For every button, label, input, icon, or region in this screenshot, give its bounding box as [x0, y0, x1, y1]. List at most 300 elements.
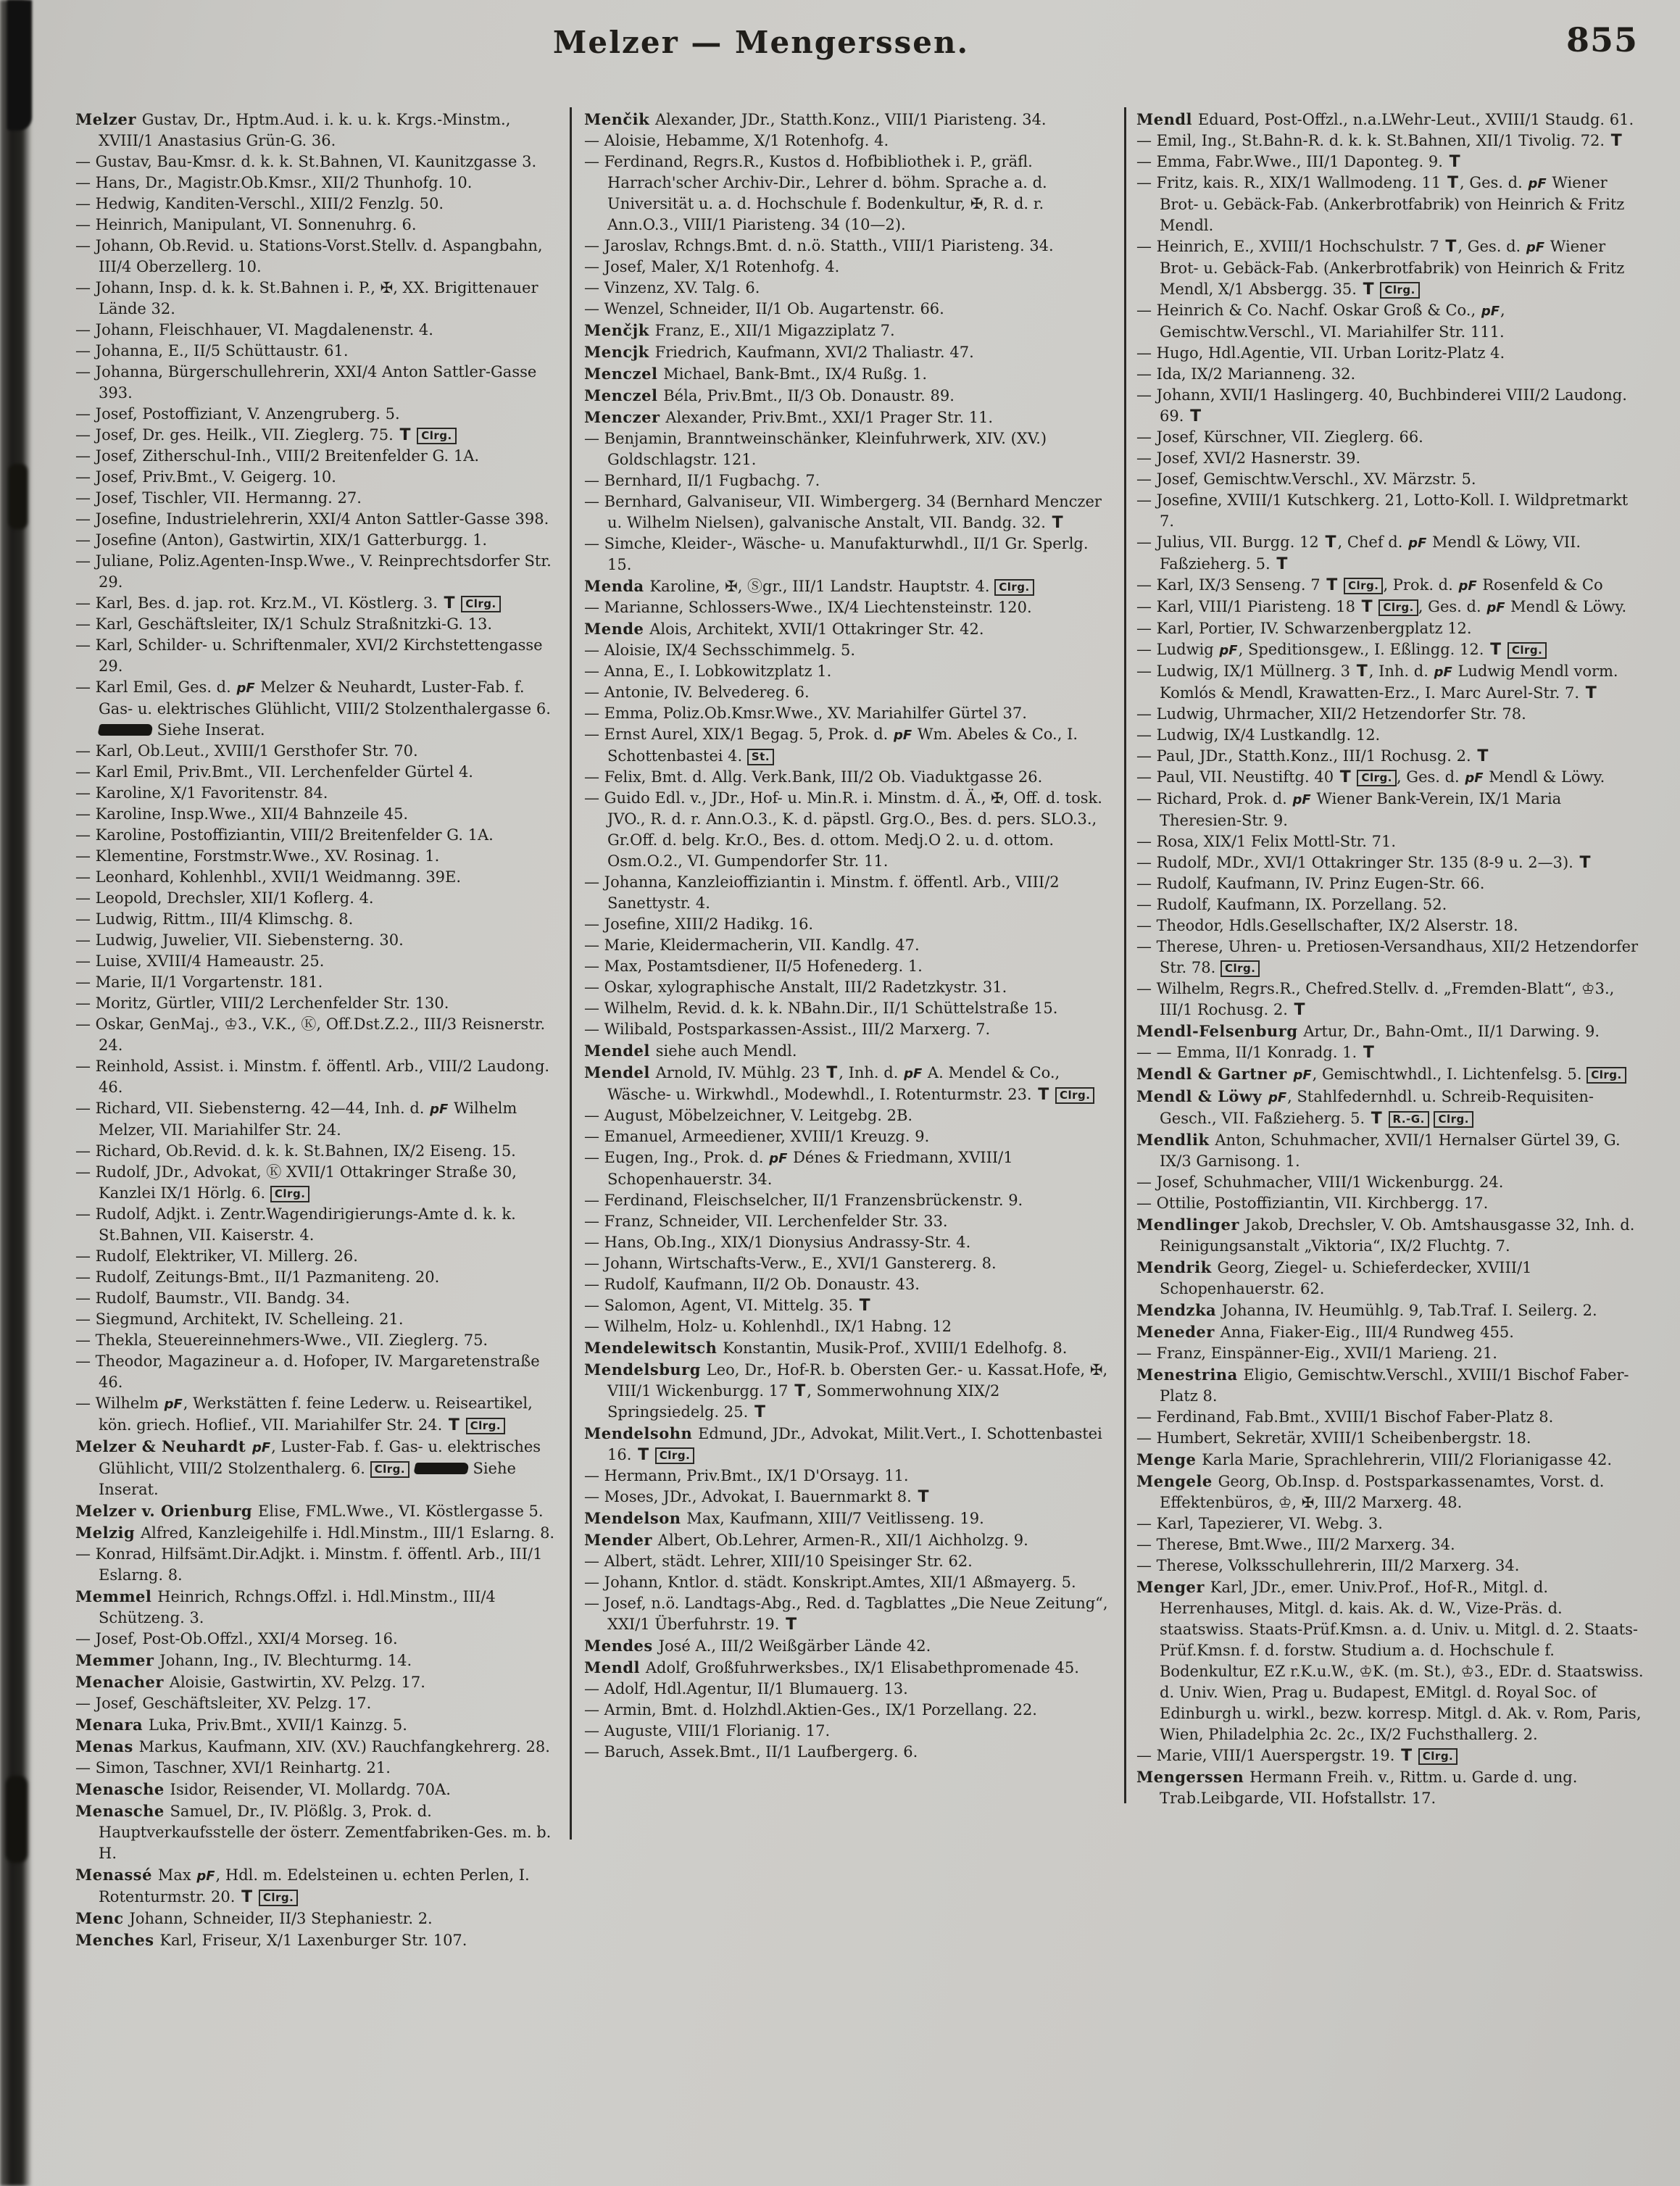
telephone-icon: T [1190, 407, 1202, 425]
directory-entry: — Hugo, Hdl.Agentie, VII. Urban Loritz-Platz 4. [1136, 344, 1505, 362]
directory-entry: Mengerssen Hermann Freih. v., Rittm. u. Garde d. ung. Trab.Leibgarde, VII. Hofstallstr. 17. [1136, 1768, 1578, 1807]
directory-entry: — Karl, Ob.Leut., XVIII/1 Gersthofer Str. 70. [75, 742, 418, 760]
directory-entry: — Josef, Dr. ges. Heilk., VII. Zieglerg. 75. T Clrg. [75, 425, 560, 446]
directory-entry: — Rudolf, Zeitungs-Bmt., II/1 Pazmaniteng. 20. [75, 1268, 440, 1286]
registered-firm-icon: pF [430, 1102, 449, 1117]
directory-column-2 [584, 109, 1110, 1763]
registered-firm-icon: pF [251, 1440, 271, 1455]
directory-entry: — Marianne, Schlossers-Wwe., IX/4 Liechtensteinstr. 120. [584, 599, 1032, 616]
telephone-icon: T [794, 1382, 806, 1400]
telephone-icon: T [1326, 576, 1338, 594]
directory-entry: — Rudolf, Elektriker, VI. Millerg. 26. [75, 1247, 358, 1265]
telephone-icon: T [754, 1403, 765, 1421]
telephone-icon: T [1371, 1110, 1382, 1128]
directory-entry: — Ludwig, Uhrmacher, XII/2 Hetzendorfer Str. 78. [1136, 705, 1526, 723]
running-title: Melzer — Mengerssen. [552, 25, 970, 60]
entry-surname: Memmel [75, 1587, 158, 1605]
directory-entry: Menczel Michael, Bank-Bmt., IX/4 Rußg. 1. [584, 365, 928, 383]
directory-entry: — Johanna, Kanzleioffiziantin i. Minstm. f. öffentl. Arb., VIII/2 Sanettystr. 4. [584, 873, 1060, 912]
registered-firm-icon: pF [1458, 578, 1477, 594]
directory-entry: — Simche, Kleider-, Wäsche- u. Manufakturwhdl., II/1 Gr. Sperlg. 15. [584, 535, 1089, 573]
directory-entry: — Hermann, Priv.Bmt., IX/1 D'Orsayg. 11. [584, 1467, 909, 1484]
directory-entry: Mendl Adolf, Großfuhrwerksbes., IX/1 Elisabethpromenade 45. [584, 1658, 1079, 1676]
directory-entry: Mendelsburg Leo, Dr., Hof-R. b. Obersten Ger.- u. Kassat.Hofe, ✠, VIII/1 Wickenburgg. 17 T, Sommerwohnung XIX/2 Springsiedelg. 25. T [584, 1360, 1108, 1421]
directory-entry: — Ferdinand, Regrs.R., Kustos d. Hofbibliothek i. P., gräfl. Harrach'scher Archiv-Dir., Lehrer d. böhm. Sprache a. d. Universität u. a. d. Hochschule f. Bodenkultur, ✠, R. d. r. Ann.O.3., VIII/1 Piaristeng. 34 (10—2). [584, 153, 1047, 233]
directory-entry: Mendelewitsch Konstantin, Musik-Prof., XVIII/1 Edelhofg. 8. [584, 1339, 1068, 1357]
entry-surname: Melzer & Neuhardt [75, 1437, 251, 1455]
entry-surname: Menčjk [584, 321, 655, 339]
directory-entry: Mendl-Felsenburg Artur, Dr., Bahn-Omt., II/1 Darwing. 9. [1136, 1022, 1600, 1040]
telephone-icon: T [241, 1888, 253, 1906]
directory-entry: — Josef, Gemischtw.Verschl., XV. Märzstr. 5. [1136, 470, 1476, 488]
directory-entry: — Luise, XVIII/4 Hameaustr. 25. [75, 952, 325, 970]
directory-entry: — Josefine, XVIII/1 Kutschkerg. 21, Lotto-Koll. I. Wildpretmarkt 7. [1136, 491, 1629, 530]
entry-surname: Meneder [1136, 1323, 1221, 1341]
registered-firm-icon: pF [164, 1397, 183, 1412]
directory-entry: — Julius, VII. Burgg. 12 T, Chef d. pF Mendl & Löwy, VII. Faßzieherg. 5. T [1136, 533, 1581, 573]
telephone-icon: T [1585, 684, 1597, 702]
column-divider-1 [570, 107, 572, 1840]
directory-entry: — Adolf, Hdl.Agentur, II/1 Blumauerg. 13. [584, 1680, 908, 1697]
registered-firm-icon: pF [894, 728, 912, 743]
clearing-badge: Clrg. [270, 1186, 309, 1202]
entry-surname: Mendel [584, 1063, 656, 1081]
directory-entry: Memmer Johann, Ing., IV. Blechturmg. 14. [75, 1651, 412, 1669]
directory-entry: — Karl, Portier, IV. Schwarzenbergplatz 12. [1136, 620, 1472, 637]
directory-entry: Mender Albert, Ob.Lehrer, Armen-R., XII/1 Aichholzg. 9. [584, 1531, 1028, 1549]
entry-surname: Melzig [75, 1524, 141, 1542]
directory-entry: — Guido Edl. v., JDr., Hof- u. Min.R. i. Minstm. d. Ä., ✠, Off. d. tosk. JVO., R. d. r. Ann.O.3., K. d. päpstl. Grg.O., Bes. d. pers. SLO.3., Gr.Off. d. belg. Kr.O., Bes. d. ottom. Medj.O 2. u. d. ottom. Osm.O.2., VI. Gumpendorfer Str. 11. [584, 789, 1102, 870]
telephone-icon: T [1610, 132, 1622, 150]
directory-entry: — Wilhelm, Holz- u. Kohlenhdl., IX/1 Habng. 12 [584, 1318, 952, 1335]
directory-entry: — Reinhold, Assist. i. Minstm. f. öffentl. Arb., VIII/2 Laudong. 46. [75, 1057, 550, 1096]
directory-entry: — Leonhard, Kohlenhbl., XVII/1 Weidmanng. 39E. [75, 868, 462, 886]
entry-surname: Mendelson [584, 1509, 687, 1527]
directory-entry: — Auguste, VIII/1 Florianig. 17. [584, 1722, 831, 1740]
directory-entry: — Hedwig, Kanditen-Verschl., XIII/2 Fenzlg. 50. [75, 195, 444, 212]
directory-entry: — Wenzel, Schneider, II/1 Ob. Augartenstr. 66. [584, 300, 944, 317]
registered-firm-icon: pF [1486, 600, 1505, 615]
telephone-icon: T [1325, 533, 1336, 552]
directory-entry: — Ferdinand, Fleischselcher, II/1 Franzensbrückenstr. 9. [584, 1192, 1023, 1209]
entry-surname: Mendelsburg [584, 1360, 707, 1379]
directory-entry: Menda Karoline, ✠, Ⓢgr., III/1 Landstr. Hauptstr. 4. Clrg. [584, 575, 1110, 597]
directory-entry: Mendrik Georg, Ziegel- u. Schieferdecker, XVIII/1 Schopenhauerstr. 62. [1136, 1258, 1532, 1297]
directory-entry: — Klementine, Forstmstr.Wwe., XV. Rosinag. 1. [75, 847, 440, 865]
directory-entry: — Fritz, kais. R., XIX/1 Wallmodeng. 11 T, Ges. d. pF Wiener Brot- u. Gebäck-Fab. (Ankerbrotfabrik) von Heinrich & Fritz Mendl. [1136, 174, 1625, 234]
directory-entry: — Rudolf, Kaufmann, II/2 Ob. Donaustr. 43. [584, 1276, 920, 1293]
clearing-badge: Clrg. [1418, 1748, 1457, 1765]
entry-surname: Menczel [584, 386, 664, 404]
directory-entry: — Bernhard, II/1 Fugbachg. 7. [584, 472, 820, 489]
directory-entry: Menas Markus, Kaufmann, XIV. (XV.) Rauchfangkehrerg. 28. [75, 1737, 550, 1755]
directory-entry: — Ludwig, IX/4 Lustkandlg. 12. [1136, 726, 1381, 744]
entry-surname: Mendelewitsch [584, 1339, 723, 1357]
stamp-badge: St. [747, 749, 774, 765]
directory-entry: Menara Luka, Priv.Bmt., XVII/1 Kainzg. 5. [75, 1716, 407, 1734]
directory-entry: — Rosa, XIX/1 Felix Mottl-Str. 71. [1136, 833, 1397, 850]
ink-blot-icon [413, 1463, 469, 1474]
directory-entry: Mendelson Max, Kaufmann, XIII/7 Veitlisseng. 19. [584, 1509, 984, 1527]
directory-entry: — Richard, Ob.Revid. d. k. k. St.Bahnen, IX/2 Eiseng. 15. [75, 1142, 516, 1160]
directory-entry: — Max, Postamtsdiener, II/5 Hofenederg. 1. [584, 957, 923, 975]
directory-entry: Melzig Alfred, Kanzleigehilfe i. Hdl.Minstm., III/1 Eslarng. 8. [75, 1524, 555, 1542]
directory-entry: Mendlinger Jakob, Drechsler, V. Ob. Amtshausgasse 32, Inh. d. Reinigungsanstalt „Viktoria“, IX/2 Fluchtg. 7. [1136, 1215, 1635, 1255]
directory-entry: — Gustav, Bau-Kmsr. d. k. k. St.Bahnen, VI. Kaunitzgasse 3. [75, 153, 537, 170]
directory-entry: — Moritz, Gürtler, VIII/2 Lerchenfelder Str. 130. [75, 994, 449, 1012]
directory-entry: Mendl & Löwy pF, Stahlfedernhdl. u. Schreib-Requisiten-Gesch., VII. Faßzieherg. 5. T R.-G. Clrg. [1136, 1087, 1594, 1128]
registered-firm-icon: pF [1528, 176, 1547, 191]
directory-entry: Menczer Alexander, Priv.Bmt., XXI/1 Prager Str. 11. [584, 408, 994, 426]
directory-entry: — Johann, Kntlor. d. städt. Konskript.Amtes, XII/1 Aßmayerg. 5. [584, 1574, 1076, 1591]
entry-surname: Mendzka [1136, 1301, 1222, 1319]
directory-entry: — Ludwig pF, Speditionsgew., I. Eßlingg. 12. T Clrg. [1136, 639, 1644, 661]
directory-entry: — Siegmund, Architekt, IV. Schelleing. 21. [75, 1310, 404, 1328]
directory-entry: — Karl, IX/3 Senseng. 7 T Clrg. , Prok. d. pF Rosenfeld & Co [1136, 576, 1603, 594]
entry-surname: Mengerssen [1136, 1768, 1250, 1786]
directory-entry: Melzer & Neuhardt pF, Luster-Fab. f. Gas- u. elektrisches Glühlicht, VIII/2 Stolzenthalerg. 6. Clrg. Siehe Inserat. [75, 1437, 541, 1498]
directory-entry: — Josef, n.ö. Landtags-Abg., Red. d. Tagblattes „Die Neue Zeitung“, XXI/1 Überfuhrstr. 19. T [584, 1595, 1108, 1634]
registered-firm-icon: pF [1434, 665, 1452, 680]
entry-surname: Menčik [584, 110, 655, 128]
directory-entry: — Johann, Fleischhauer, VI. Magdalenenstr. 4. [75, 321, 433, 338]
directory-entry: Menasche Isidor, Reisender, VI. Mollardg. 70A. [75, 1780, 451, 1798]
telephone-icon: T [1339, 768, 1351, 786]
directory-entry: Menches Karl, Friseur, X/1 Laxenburger Str. 107. [75, 1931, 467, 1949]
entry-surname: Melzer [75, 110, 142, 128]
entry-surname: Menacher [75, 1673, 170, 1691]
directory-entry: — Therese, Uhren- u. Pretiosen-Versandhaus, XII/2 Hetzendorfer Str. 78. Clrg. [1136, 938, 1639, 976]
directory-entry: — Karl Emil, Priv.Bmt., VII. Lerchenfelder Gürtel 4. [75, 763, 473, 781]
directory-entry: — Konrad, Hilfsämt.Dir.Adjkt. i. Minstm. f. öffentl. Arb., III/1 Eslarng. 8. [75, 1545, 543, 1584]
directory-entry: — Josefine (Anton), Gastwirtin, XIX/1 Gatterburgg. 1. [75, 531, 488, 549]
directory-entry: — Juliane, Poliz.Agenten-Insp.Wwe., V. Reinprechtsdorfer Str. 29. [75, 552, 552, 591]
directory-entry: Mendel siehe auch Mendl. [584, 1042, 797, 1060]
entry-surname: Menasche [75, 1802, 170, 1820]
directory-entry: — Johann, Insp. d. k. k. St.Bahnen i. P., ✠, XX. Brigittenauer Lände 32. [75, 279, 538, 317]
telephone-icon: T [399, 426, 411, 444]
directory-entry: — Josef, Zitherschul-Inh., VIII/2 Breitenfelder G. 1A. [75, 447, 480, 465]
clearing-badge: Clrg. [461, 596, 500, 612]
directory-entry: — Heinrich, Manipulant, VI. Sonnenuhrg. 6. [75, 216, 417, 233]
directory-entry: — Franz, Schneider, VII. Lerchenfelder Str. 33. [584, 1213, 948, 1230]
directory-entry: Meneder Anna, Fiaker-Eig., III/4 Rundweg 455. [1136, 1323, 1514, 1341]
entry-surname: Mendelsohn [584, 1424, 699, 1442]
directory-entry: — Simon, Taschner, XVI/1 Reinhartg. 21. [75, 1759, 391, 1776]
directory-entry: — Karl, Geschäftsleiter, IX/1 Schulz Straßnitzki-G. 13. [75, 615, 493, 633]
registered-firm-icon: pF [1293, 1068, 1312, 1083]
directory-entry: — — Emma, II/1 Konradg. 1. T [1136, 1044, 1374, 1062]
directory-entry: Menassé Max pF, Hdl. m. Edelsteinen u. echten Perlen, I. Rotenturmstr. 20. T Clrg. [75, 1866, 530, 1906]
directory-entry: — Baruch, Assek.Bmt., II/1 Laufbergerg. 6. [584, 1743, 918, 1761]
entry-surname: Menczer [584, 408, 666, 426]
telephone-icon: T [1445, 238, 1457, 256]
entry-surname: Menas [75, 1737, 139, 1755]
rg-badge: R.-G. [1389, 1111, 1429, 1128]
telephone-icon: T [1276, 555, 1288, 573]
directory-entry: Menge Karla Marie, Sprachlehrerin, VIII/2 Florianigasse 42. [1136, 1450, 1613, 1468]
directory-entry: — Paul, JDr., Statth.Konz., III/1 Rochusg. 2. T [1136, 747, 1489, 765]
directory-entry: Mendelsohn Edmund, JDr., Advokat, Milit.Vert., I. Schottenbastei 16. T Clrg. [584, 1424, 1102, 1464]
entry-surname: Menches [75, 1931, 160, 1949]
directory-entry: — Hans, Dr., Magistr.Ob.Kmsr., XII/2 Thunhofg. 10. [75, 174, 473, 191]
directory-entry: Melzer Gustav, Dr., Hptm.Aud. i. k. u. k. Krgs.-Minstm., XVIII/1 Anastasius Grün-G. 36. [75, 110, 511, 149]
directory-entry: — Humbert, Sekretär, XVIII/1 Scheibenbergstr. 18. [1136, 1429, 1531, 1447]
directory-entry: — Bernhard, Galvaniseur, VII. Wimbergerg. 34 (Bernhard Menczer u. Wilhelm Nielsen), galvanische Anstalt, VII. Bandg. 32. T [584, 493, 1102, 532]
directory-entry: — Richard, VII. Siebensterng. 42—44, Inh. d. pF Wilhelm Melzer, VII. Mariahilfer Str. 24. [75, 1100, 517, 1139]
directory-entry: — Moses, JDr., Advokat, I. Bauernmarkt 8. T [584, 1488, 929, 1506]
directory-entry: — Eugen, Ing., Prok. d. pF Dénes & Friedmann, XVIII/1 Schopenhauerstr. 34. [584, 1149, 1013, 1188]
directory-entry: — Karoline, Insp.Wwe., XII/4 Bahnzeile 45. [75, 805, 409, 823]
directory-entry: — Rudolf, Baumstr., VII. Bandg. 34. [75, 1289, 350, 1307]
directory-entry: — Emma, Fabr.Wwe., III/1 Daponteg. 9. T [1136, 153, 1460, 171]
scan-ink-blot [6, 1776, 28, 1863]
telephone-icon: T [1038, 1086, 1049, 1104]
directory-entry: — Felix, Bmt. d. Allg. Verk.Bank, III/2 Ob. Viaduktgasse 26. [584, 768, 1043, 786]
registered-firm-icon: pF [1408, 536, 1427, 551]
clearing-badge: Clrg. [1344, 578, 1383, 594]
directory-entry: — Karoline, Postoffiziantin, VIII/2 Breitenfelder G. 1A. [75, 826, 494, 844]
entry-surname: Menassé [75, 1866, 158, 1884]
directory-entry: — Ferdinand, Fab.Bmt., XVIII/1 Bischof Faber-Platz 8. [1136, 1408, 1554, 1426]
clearing-badge: Clrg. [994, 579, 1034, 596]
entry-surname: Mendlinger [1136, 1215, 1245, 1234]
clearing-badge: Clrg. [1380, 282, 1419, 299]
clearing-badge: Clrg. [466, 1418, 505, 1434]
entry-surname: Menczel [584, 365, 664, 383]
telephone-icon: T [638, 1446, 649, 1464]
entry-surname: Mende [584, 620, 650, 638]
clearing-badge: Clrg. [1357, 770, 1396, 786]
directory-entry: Mendl & Gartner pF, Gemischtwhdl., I. Lichtenfelsg. 5. Clrg. [1136, 1063, 1644, 1086]
directory-entry: — Josef, Tischler, VII. Hermanng. 27. [75, 489, 362, 507]
directory-entry: — Ottilie, Postoffiziantin, VII. Kirchbergg. 17. [1136, 1194, 1489, 1212]
directory-entry: — Josef, Maler, X/1 Rotenhofg. 4. [584, 258, 840, 275]
directory-entry: — Wilhelm, Regrs.R., Chefred.Stellv. d. „Fremden-Blatt“, ♔3., III/1 Rochusg. 2. T [1136, 980, 1615, 1019]
directory-entry: — Josef, Geschäftsleiter, XV. Pelzg. 17. [75, 1695, 372, 1712]
directory-entry: — Ida, IX/2 Marianneng. 32. [1136, 365, 1356, 383]
clearing-badge: Clrg. [1221, 960, 1260, 977]
directory-entry: — Karl Emil, Ges. d. pF Melzer & Neuhardt, Luster-Fab. f. Gas- u. elektrisches Glühlicht, VIII/2 Stolzenthalergasse 6. Siehe Inserat. [75, 678, 551, 739]
entry-surname: Mendlik [1136, 1131, 1215, 1149]
entry-surname: Menger [1136, 1578, 1210, 1596]
entry-surname: Melzer v. Orienburg [75, 1502, 258, 1520]
directory-entry: Melzer v. Orienburg Elise, FML.Wwe., VI. Köstlergasse 5. [75, 1502, 544, 1520]
directory-entry: Menczel Béla, Priv.Bmt., II/3 Ob. Donaustr. 89. [584, 386, 955, 404]
directory-entry: — Josef, XVI/2 Hasnerstr. 39. [1136, 449, 1361, 467]
directory-entry: — Rudolf, Kaufmann, IV. Prinz Eugen-Str. 66. [1136, 875, 1485, 892]
directory-entry: — Rudolf, Adjkt. i. Zentr.Wagendirigierungs-Amte d. k. k. St.Bahnen, VII. Kaiserstr. 4. [75, 1205, 516, 1244]
clearing-badge: Clrg. [417, 428, 456, 444]
ink-blot-icon [97, 724, 153, 736]
directory-entry: — Salomon, Agent, VI. Mittelg. 35. T [584, 1297, 870, 1315]
directory-entry: — Albert, städt. Lehrer, XIII/10 Speisinger Str. 62. [584, 1553, 973, 1570]
directory-entry: Menc Johann, Schneider, II/3 Stephaniestr. 2. [75, 1909, 433, 1927]
entry-surname: Mendl-Felsenburg [1136, 1022, 1304, 1040]
directory-entry: — Theodor, Magazineur a. d. Hofoper, IV. Margaretenstraße 46. [75, 1352, 540, 1391]
directory-entry: — Therese, Bmt.Wwe., III/2 Marxerg. 34. [1136, 1536, 1455, 1553]
telephone-icon: T [1401, 1747, 1413, 1765]
entry-surname: Mendes [584, 1637, 659, 1655]
clearing-badge: Clrg. [259, 1890, 298, 1906]
directory-entry: — Hans, Ob.Ing., XIX/1 Dionysius Andrassy-Str. 4. [584, 1234, 971, 1251]
directory-entry: — Johann, Wirtschafts-Verw., E., XVI/1 Ganstererg. 8. [584, 1255, 997, 1272]
directory-entry: — Wilibald, Postsparkassen-Assist., III/2 Marxerg. 7. [584, 1021, 991, 1038]
directory-entry: Menčik Alexander, JDr., Statth.Konz., VIII/1 Piaristeng. 34. [584, 110, 1047, 128]
directory-entry: — Thekla, Steuereinnehmers-Wwe., VII. Zieglerg. 75. [75, 1331, 488, 1349]
registered-firm-icon: pF [236, 681, 255, 696]
directory-entry: — Josef, Post-Ob.Offzl., XXI/4 Morseg. 16. [75, 1630, 398, 1647]
directory-entry: Mendel Arnold, IV. Mühlg. 23 T, Inh. d. pF A. Mendel & Co., Wäsche- u. Wirkwhdl., Modewhdl., I. Rotenturmstr. 23. T Clrg. [584, 1062, 1110, 1105]
directory-entry: — Benjamin, Branntweinschänker, Kleinfuhrwerk, XIV. (XV.) Goldschlagstr. 121. [584, 430, 1047, 468]
entry-surname: Mendl [584, 1658, 646, 1676]
clearing-badge: Clrg. [1434, 1111, 1473, 1128]
entry-surname: Menestrina [1136, 1366, 1244, 1384]
registered-firm-icon: pF [1526, 240, 1545, 255]
telephone-icon: T [1356, 662, 1368, 681]
page-number: 855 [1565, 20, 1638, 59]
directory-entry: — Aloisie, IX/4 Sechsschimmelg. 5. [584, 641, 856, 659]
entry-surname: Menasche [75, 1780, 170, 1798]
registered-firm-icon: pF [1292, 792, 1311, 807]
clearing-badge: Clrg. [1587, 1067, 1626, 1084]
entry-surname: Mendl & Löwy [1136, 1087, 1268, 1105]
directory-entry: — Richard, Prok. d. pF Wiener Bank-Verein, IX/1 Maria Theresien-Str. 9. [1136, 790, 1562, 829]
directory-entry: — Oskar, GenMaj., ♔3., V.K., Ⓚ, Off.Dst.Z.2., III/3 Reisnerstr. 24. [75, 1015, 546, 1054]
directory-entry: Mendlik Anton, Schuhmacher, XVII/1 Hernalser Gürtel 39, G. IX/3 Garnisong. 1. [1136, 1131, 1621, 1170]
directory-entry: — Paul, VII. Neustiftg. 40 T Clrg. , Ges. d. pF Mendl & Löwy. [1136, 768, 1605, 786]
directory-entry: — Franz, Einspänner-Eig., XVII/1 Marieng. 21. [1136, 1345, 1497, 1362]
entry-surname: Mender [584, 1531, 658, 1549]
directory-entry: Mende Alois, Architekt, XVII/1 Ottakringer Str. 42. [584, 620, 984, 638]
entry-surname: Mendl [1136, 110, 1198, 128]
registered-firm-icon: pF [1465, 770, 1484, 786]
directory-entry: Menacher Aloisie, Gastwirtin, XV. Pelzg. 17. [75, 1673, 425, 1691]
scan-ink-blot [7, 0, 32, 130]
telephone-icon: T [1294, 1001, 1305, 1019]
directory-entry: — Emma, Poliz.Ob.Kmsr.Wwe., XV. Mariahilfer Gürtel 37. [584, 705, 1027, 722]
telephone-icon: T [1363, 280, 1374, 299]
directory-entry: — Emanuel, Armeediener, XVIII/1 Kreuzg. 9. [584, 1128, 930, 1145]
directory-entry: — Heinrich & Co. Nachf. Oskar Groß & Co., pF, Gemischtw.Verschl., VI. Mariahilfer Str. 111. [1136, 302, 1505, 341]
directory-entry: — Josef, Priv.Bmt., V. Geigerg. 10. [75, 468, 336, 486]
entry-surname: Mendel [584, 1042, 656, 1060]
directory-entry: Mencjk Friedrich, Kaufmann, XVI/2 Thaliastr. 47. [584, 343, 974, 361]
directory-entry: — Josefine, Industrielehrerin, XXI/4 Anton Sattler-Gasse 398. [75, 510, 549, 528]
directory-entry: Mendes José A., III/2 Weißgärber Lände 42. [584, 1637, 931, 1655]
scan-ink-blot [9, 464, 28, 529]
directory-entry: — Josefine, XIII/2 Hadikg. 16. [584, 915, 814, 933]
directory-entry: — Jaroslav, Rchngs.Bmt. d. n.ö. Statth., VIII/1 Piaristeng. 34. [584, 237, 1054, 254]
registered-firm-icon: pF [196, 1869, 215, 1884]
telephone-icon: T [444, 594, 455, 612]
entry-surname: Mendrik [1136, 1258, 1218, 1276]
directory-entry: Mendl Eduard, Post-Offzl., n.a.LWehr-Leut., XVIII/1 Staudg. 61. [1136, 110, 1634, 128]
entry-surname: Memmer [75, 1651, 160, 1669]
directory-entry: — Karl, VIII/1 Piaristeng. 18 T Clrg. , Ges. d. pF Mendl & Löwy. [1136, 598, 1627, 616]
directory-entry: — Johanna, E., II/5 Schüttaustr. 61. [75, 342, 349, 360]
entry-surname: Mencjk [584, 343, 655, 361]
directory-entry: — Theodor, Hdls.Gesellschafter, IX/2 Alserstr. 18. [1136, 917, 1518, 934]
directory-entry: — Marie, VIII/1 Auerspergstr. 19. T Clrg. [1136, 1745, 1644, 1766]
directory-column-1 [75, 109, 560, 1951]
telephone-icon: T [1449, 153, 1460, 171]
directory-entry: — Anna, E., I. Lobkowitzplatz 1. [584, 662, 832, 680]
directory-entry: — Oskar, xylographische Anstalt, III/2 Radetzkystr. 31. [584, 978, 1007, 996]
directory-entry: — Heinrich, E., XVIII/1 Hochschulstr. 7 T, Ges. d. pF Wiener Brot- u. Gebäck-Fab. (Ankerbrotfabrik) von Heinrich & Fritz Mendl, X/1 Absbergg. 35. T Clrg. [1136, 238, 1625, 299]
directory-entry: — August, Möbelzeichner, V. Leitgebg. 2B. [584, 1107, 913, 1124]
registered-firm-icon: pF [769, 1151, 788, 1166]
directory-entry: Mengele Georg, Ob.Insp. d. Postsparkassenamtes, Vorst. d. Effektenbüros, ♔, ✠, III/2 Marxerg. 48. [1136, 1472, 1605, 1511]
directory-entry: Menasche Samuel, Dr., IV. Plößlg. 3, Prok. d. Hauptverkaufsstelle der österr. Zementfabriken-Ges. m. b. H. [75, 1802, 552, 1862]
directory-entry: — Johann, XVII/1 Haslingerg. 40, Buchbinderei VIII/2 Laudong. 69. T [1136, 386, 1627, 425]
entry-surname: Mengele [1136, 1472, 1218, 1490]
directory-entry: Menger Karl, JDr., emer. Univ.Prof., Hof-R., Mitgl. d. Herrenhauses, Mitgl. d. kais. Ak. d. W., Vize-Präs. d. staatswiss. Staats-Prüf.Kmsn. a. d. Univ. u. Mitgl. d. 2. Staats-Prüf.Kmsn. f. d. forstw. Studium a. d. Hochschule f. Bodenkultur, EZ r.K.u.W., ♔K. (m. St.), ♔3., EDr. d. Staatswiss. d. Univ. Wien, Prag u. Budapest, EMitgl. d. Royal Soc. of Edinburgh u. wirkl., bezw. korresp. Mitgl. d. Ak. v. Rom, Paris, Wien, Philadelphia 2c. 2c., IX/2 Fuchsthallerg. 2. [1136, 1578, 1644, 1743]
telephone-icon: T [826, 1064, 838, 1082]
clearing-badge: Clrg. [655, 1447, 694, 1464]
clearing-badge: Clrg. [1055, 1087, 1094, 1104]
directory-entry: — Rudolf, MDr., XVI/1 Ottakringer Str. 135 (8-9 u. 2—3). T [1136, 854, 1591, 872]
directory-entry: — Aloisie, Hebamme, X/1 Rotenhofg. 4. [584, 132, 889, 149]
directory-entry: — Therese, Volksschullehrerin, III/2 Marxerg. 34. [1136, 1557, 1520, 1574]
directory-entry: — Josef, Kürschner, VII. Zieglerg. 66. [1136, 428, 1423, 446]
directory-column-3 [1136, 109, 1644, 1809]
directory-entry: — Marie, Kleidermacherin, VII. Kandlg. 47. [584, 936, 920, 954]
directory-entry: — Karoline, X/1 Favoritenstr. 84. [75, 784, 328, 802]
directory-entry: — Ludwig, Rittm., III/4 Klimschg. 8. [75, 910, 354, 928]
telephone-icon: T [1490, 641, 1502, 659]
directory-entry: — Rudolf, Kaufmann, IX. Porzellang. 52. [1136, 896, 1447, 913]
directory-entry: — Ernst Aurel, XIX/1 Begag. 5, Prok. d. pF Wm. Abeles & Co., I. Schottenbastei 4. St. [584, 726, 1078, 765]
directory-entry: Mendzka Johanna, IV. Heumühlg. 9, Tab.Traf. I. Seilerg. 2. [1136, 1301, 1597, 1319]
directory-entry: — Karl, Tapezierer, VI. Webg. 3. [1136, 1515, 1383, 1532]
telephone-icon: T [1477, 747, 1489, 765]
telephone-icon: T [1363, 1044, 1374, 1062]
clearing-badge: Clrg. [1378, 599, 1418, 616]
entry-surname: Mendl & Gartner [1136, 1065, 1293, 1083]
telephone-icon: T [786, 1616, 797, 1634]
telephone-icon: T [918, 1488, 929, 1506]
registered-firm-icon: pF [904, 1066, 923, 1081]
directory-entry: — Ludwig, Juwelier, VII. Siebensterng. 30. [75, 931, 404, 949]
telephone-icon: T [1579, 854, 1591, 872]
clearing-badge: Clrg. [370, 1461, 409, 1478]
directory-entry: — Emil, Ing., St.Bahn-R. d. k. k. St.Bahnen, XII/1 Tivolig. 72. T [1136, 132, 1622, 150]
directory-entry: — Leopold, Drechsler, XII/1 Koflerg. 4. [75, 889, 374, 907]
directory-entry: Menestrina Eligio, Gemischtw.Verschl., XVIII/1 Bischof Faber-Platz 8. [1136, 1366, 1629, 1405]
directory-entry: — Josef, Schuhmacher, VIII/1 Wickenburgg. 24. [1136, 1173, 1504, 1191]
directory-entry: — Wilhelm pF, Werkstätten f. feine Lederw. u. Reiseartikel, kön. griech. Hoflief., VII. Mariahilfer Str. 24. T Clrg. [75, 1395, 533, 1434]
directory-entry: — Vinzenz, XV. Talg. 6. [584, 279, 760, 296]
registered-firm-icon: pF [1219, 643, 1238, 658]
directory-entry: — Karl, Bes. d. jap. rot. Krz.M., VI. Köstlerg. 3. T Clrg. [75, 593, 560, 614]
entry-surname: Menda [584, 577, 650, 595]
directory-entry: Menčjk Franz, E., XII/1 Migazziplatz 7. [584, 321, 895, 339]
telephone-icon: T [859, 1297, 870, 1315]
entry-surname: Menc [75, 1909, 130, 1927]
entry-surname: Menge [1136, 1450, 1202, 1468]
registered-firm-icon: pF [1481, 304, 1500, 319]
directory-entry: — Marie, II/1 Vorgartenstr. 181. [75, 973, 323, 991]
telephone-icon: T [448, 1416, 459, 1434]
directory-entry: — Wilhelm, Revid. d. k. k. NBahn.Dir., II/1 Schüttelstraße 15. [584, 1000, 1058, 1017]
registered-firm-icon: pF [1268, 1090, 1287, 1105]
column-divider-2 [1124, 107, 1126, 1803]
directory-entry: — Rudolf, JDr., Advokat, Ⓚ XVII/1 Ottakringer Straße 30, Kanzlei IX/1 Hörlg. 6. Clrg. [75, 1163, 517, 1202]
telephone-icon: T [1447, 174, 1458, 192]
entry-surname: Menara [75, 1716, 149, 1734]
directory-entry: — Armin, Bmt. d. Holzhdl.Aktien-Ges., IX/1 Porzellang. 22. [584, 1701, 1037, 1719]
